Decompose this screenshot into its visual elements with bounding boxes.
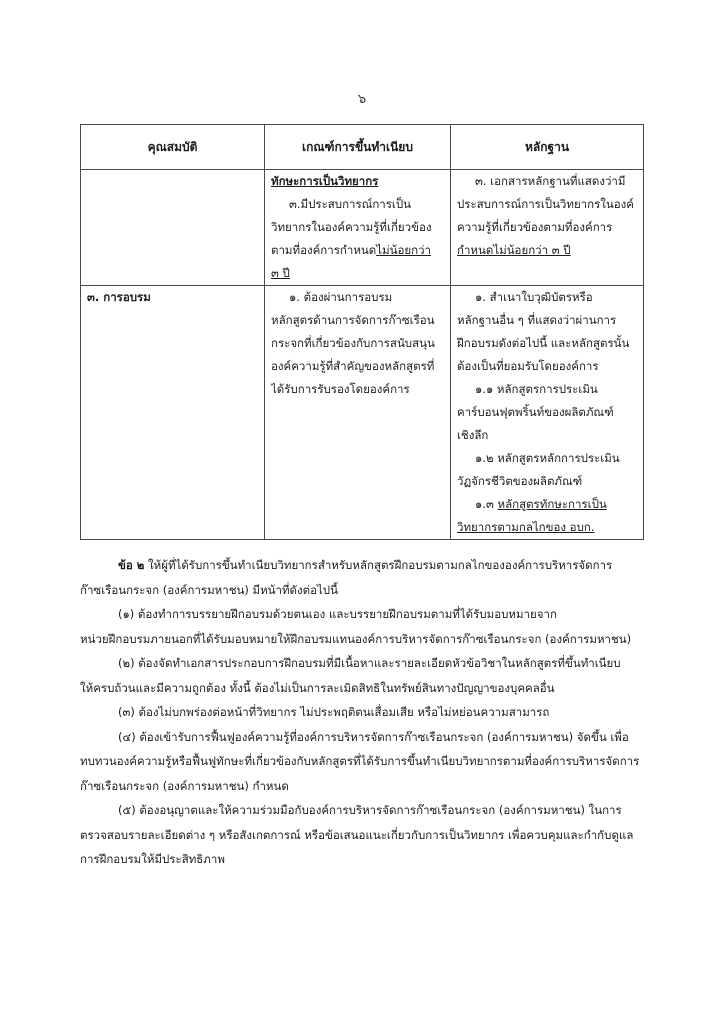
clause-item-line: (๕) ต้องอนุญาตและให้ความร่วมมือกับองค์การบริหารจัดการก๊าซเรือนกระจก (องค์การมหาชน) ในการ [118, 803, 622, 817]
qualification-cell [81, 170, 265, 286]
evidence-line: ความรู้ที่เกี่ยวข้องตามที่องค์การ [457, 220, 613, 234]
criteria-underlined-text: ไม่น้อยกว่า [376, 243, 431, 257]
criteria-line: ได้รับการรับรองโดยองค์การ [271, 382, 410, 396]
criteria-line: วิทยากรในองค์ความรู้ที่เกี่ยวข้อง [271, 220, 432, 234]
evidence-line: เชิงลึก [457, 428, 489, 442]
header-criteria: เกณฑ์การขึ้นทำเนียบ [265, 125, 451, 170]
evidence-line: คาร์บอนฟุตพริ้นท์ของผลิตภัณฑ์ [457, 405, 614, 419]
evidence-line: หลักฐานอื่น ๆ ที่แสดงว่าผ่านการ [457, 313, 617, 327]
clause-intro-line: ก๊าซเรือนกระจก (องค์การมหาชน) มีหน้าที่ดังต่อไปนี้ [80, 582, 338, 597]
evidence-line: วิทยากรตามกลไกของ อบก. [457, 520, 595, 534]
clause-item-line: ตรวจสอบรายละเอียดต่าง ๆ หรือสังเกตการณ์ หรือข้อเสนอแนะเกี่ยวกับการเป็นวิทยากร เพื่อควบคุมและกำกับดูแล [80, 827, 634, 842]
page-number: ๖ [357, 92, 367, 107]
clause-item-line: หน่วยฝึกอบรมภายนอกที่ได้รับมอบหมายให้ฝึกอบรมแทนองค์การบริหารจัดการก๊าซเรือนกระจก (องค์การมหาชน) [80, 631, 632, 646]
evidence-underlined-text: หลักสูตรทักษะการเป็น [497, 497, 607, 511]
table-row [81, 170, 644, 286]
clause-item-line: (๒) ต้องจัดทำเอกสารประกอบการฝึกอบรมที่มีเนื้อหาและรายละเอียดหัวข้อวิชาในหลักสูตรที่ขึ้นทำเนียบ [118, 656, 621, 670]
evidence-line: ๑.๑ หลักสูตรการประเมิน [475, 382, 598, 396]
criteria-line: หลักสูตรด้านการจัดการก๊าซเรือน [271, 313, 435, 327]
evidence-text: ๑.๓ [475, 497, 494, 511]
criteria-heading: ทักษะการเป็นวิทยากร [271, 174, 379, 188]
qualification-cell: ๓. การอบรม [81, 286, 265, 540]
evidence-cell [451, 286, 644, 540]
criteria-line: องค์ความรู้ที่สำคัญของหลักสูตรที่ [271, 359, 435, 373]
clause-item-line: ให้ครบถ้วนและมีความถูกต้อง ทั้งนี้ ต้องไม่เป็นการละเมิดสิทธิในทรัพย์สินทางปัญญาของบุคคลอื่น [80, 680, 555, 695]
clause-item-line: (๔) ต้องเข้ารับการฟื้นฟูองค์ความรู้ที่องค์การบริหารจัดการก๊าซเรือนกระจก (องค์การมหาชน) จัดขึ้น เพื่อ [118, 729, 629, 744]
criteria-line [271, 239, 444, 262]
evidence-line: ฝึกอบรมดังต่อไปนี้ และหลักสูตรนั้น [457, 336, 630, 350]
evidence-line: ๑.๒ หลักสูตรหลักการประเมิน [475, 451, 620, 465]
clause-section [80, 553, 650, 872]
evidence-line: กำหนดไม่น้อยกว่า ๓ ปี [457, 243, 571, 257]
criteria-line: ๓.มีประสบการณ์การเป็น [289, 197, 412, 211]
evidence-line [457, 493, 637, 516]
clause-item-line: ทบทวนองค์ความรู้หรือฟื้นฟูทักษะที่เกี่ยวข้องกับหลักสูตรที่ได้รับการขึ้นทำเนียบวิทยากรตามที่องค์การบริหารจัดการ [80, 754, 640, 768]
clause-intro-text: ให้ผู้ที่ได้รับการขึ้นทำเนียบวิทยากรสำหรับหลักสูตรฝึกอบรมตามกลไกขององค์การบริหารจัดการ [148, 558, 613, 572]
clause-item-line: (๓) ต้องไม่บกพร่องต่อหน้าที่วิทยากร ไม่ประพฤติตนเสื่อมเสีย หรือไม่หย่อนความสามารถ [118, 705, 550, 719]
evidence-line: ต้องเป็นที่ยอมรับโดยองค์การ [457, 359, 599, 373]
criteria-line: กระจกที่เกี่ยวข้องกับการสนับสนุน [271, 336, 435, 350]
criteria-cell [265, 170, 451, 286]
clause-intro-line [80, 553, 650, 578]
header-qualification: คุณสมบัติ [81, 125, 265, 170]
clause-item-line: การฝึกอบรมให้มีประสิทธิภาพ [80, 852, 225, 866]
evidence-line: วัฏจักรชีวิตของผลิตภัณฑ์ [457, 474, 583, 488]
criteria-text: ตามที่องค์การกำหนด [271, 243, 377, 257]
clause-item-line: ก๊าซเรือนกระจก (องค์การมหาชน) กำหนด [80, 778, 289, 793]
evidence-line: ประสบการณ์การเป็นวิทยากรในองค์ [457, 197, 634, 211]
criteria-line: ๓ ปี [271, 266, 290, 280]
table-header-row [81, 125, 644, 170]
qualification-criteria-table [80, 124, 644, 540]
header-evidence: หลักฐาน [451, 125, 644, 170]
clause-item-line: (๑) ต้องทำการบรรยายฝึกอบรมด้วยตนเอง และบรรยายฝึกอบรมตามที่ได้รับมอบหมายจาก [118, 607, 557, 621]
evidence-line: ๓. เอกสารหลักฐานที่แสดงว่ามี [475, 174, 626, 188]
table-row [81, 286, 644, 540]
evidence-line: ๑. สำเนาใบวุฒิบัตรหรือ [475, 290, 593, 304]
evidence-cell [451, 170, 644, 286]
clause-title: ข้อ ๒ [118, 558, 145, 572]
criteria-cell [265, 286, 451, 540]
criteria-line: ๑. ต้องผ่านการอบรม [289, 290, 393, 304]
